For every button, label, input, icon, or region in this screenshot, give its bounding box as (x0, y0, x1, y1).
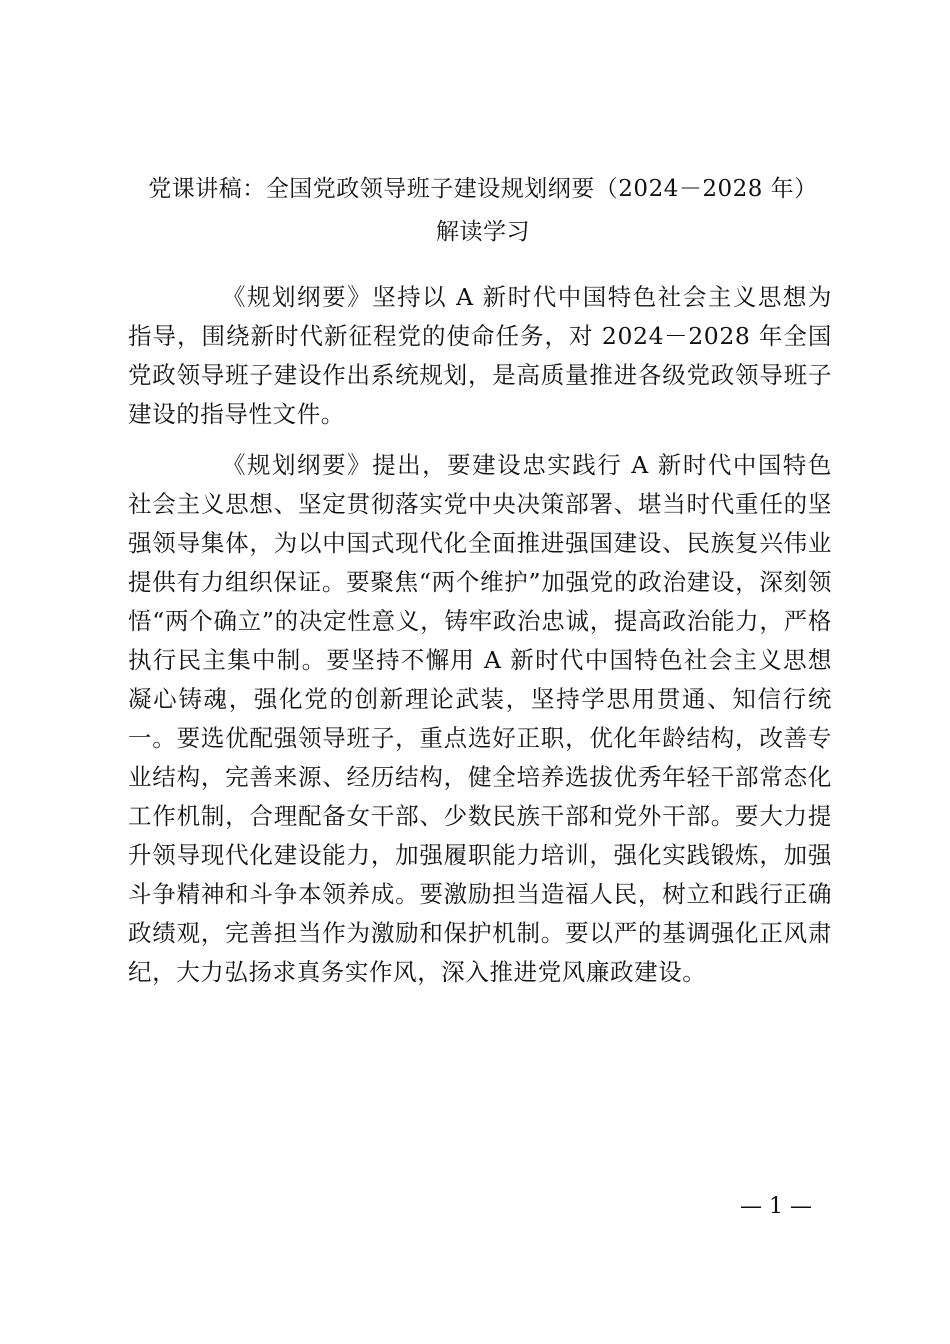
document-body (128, 278, 832, 992)
paragraph-1: 《规划纲要》坚持以 A 新时代中国特色社会主义思想为指导，围绕新时代新征程党的使命任务，对 2024－2028 年全国党政领导班子建设作出系统规划，是高质量推进各级党政领导班子建设的指导性文件。 (128, 283, 832, 428)
title-line-1: 党课讲稿：全国党政领导班子建设规划纲要（2024－2028 年） (148, 176, 818, 202)
title-line-2: 解读学习 (436, 219, 530, 245)
paragraph-2: 《规划纲要》提出，要建设忠实践行 A 新时代中国特色社会主义思想、坚定贯彻落实党中央决策部署、堪当时代重任的坚强领导集体，为以中国式现代化全面推进强国建设、民族复兴伟业提供有力组织保证。要聚焦“两个维护”加强党的政治建设，深刻领悟“两个确立”的决定性意义，铸牢政治忠诚，提高政治能力，严格执行民主集中制。要坚持不懈用 A 新时代中国特色社会主义思想凝心铸魂，强化党的创新理论武装，坚持学思用贯通、知信行统一。要选优配强领导班子，重点选好正职，优化年龄结构，改善专业结构，完善来源、经历结构，健全培养选拔优秀年轻干部常态化工作机制，合理配备女干部、少数民族干部和党外干部。要大力提升领导现代化建设能力，加强履职能力培训，强化实践锻炼，加强斗争精神和斗争本领养成。要激励担当造福人民，树立和践行正确政绩观，完善担当作为激励和保护机制。要以严的基调强化正风肃纪，大力弘扬求真务实作风，深入推进党风廉政建设。 (128, 451, 832, 986)
document-title (128, 168, 838, 254)
page-number: — 1 — (740, 1194, 812, 1219)
